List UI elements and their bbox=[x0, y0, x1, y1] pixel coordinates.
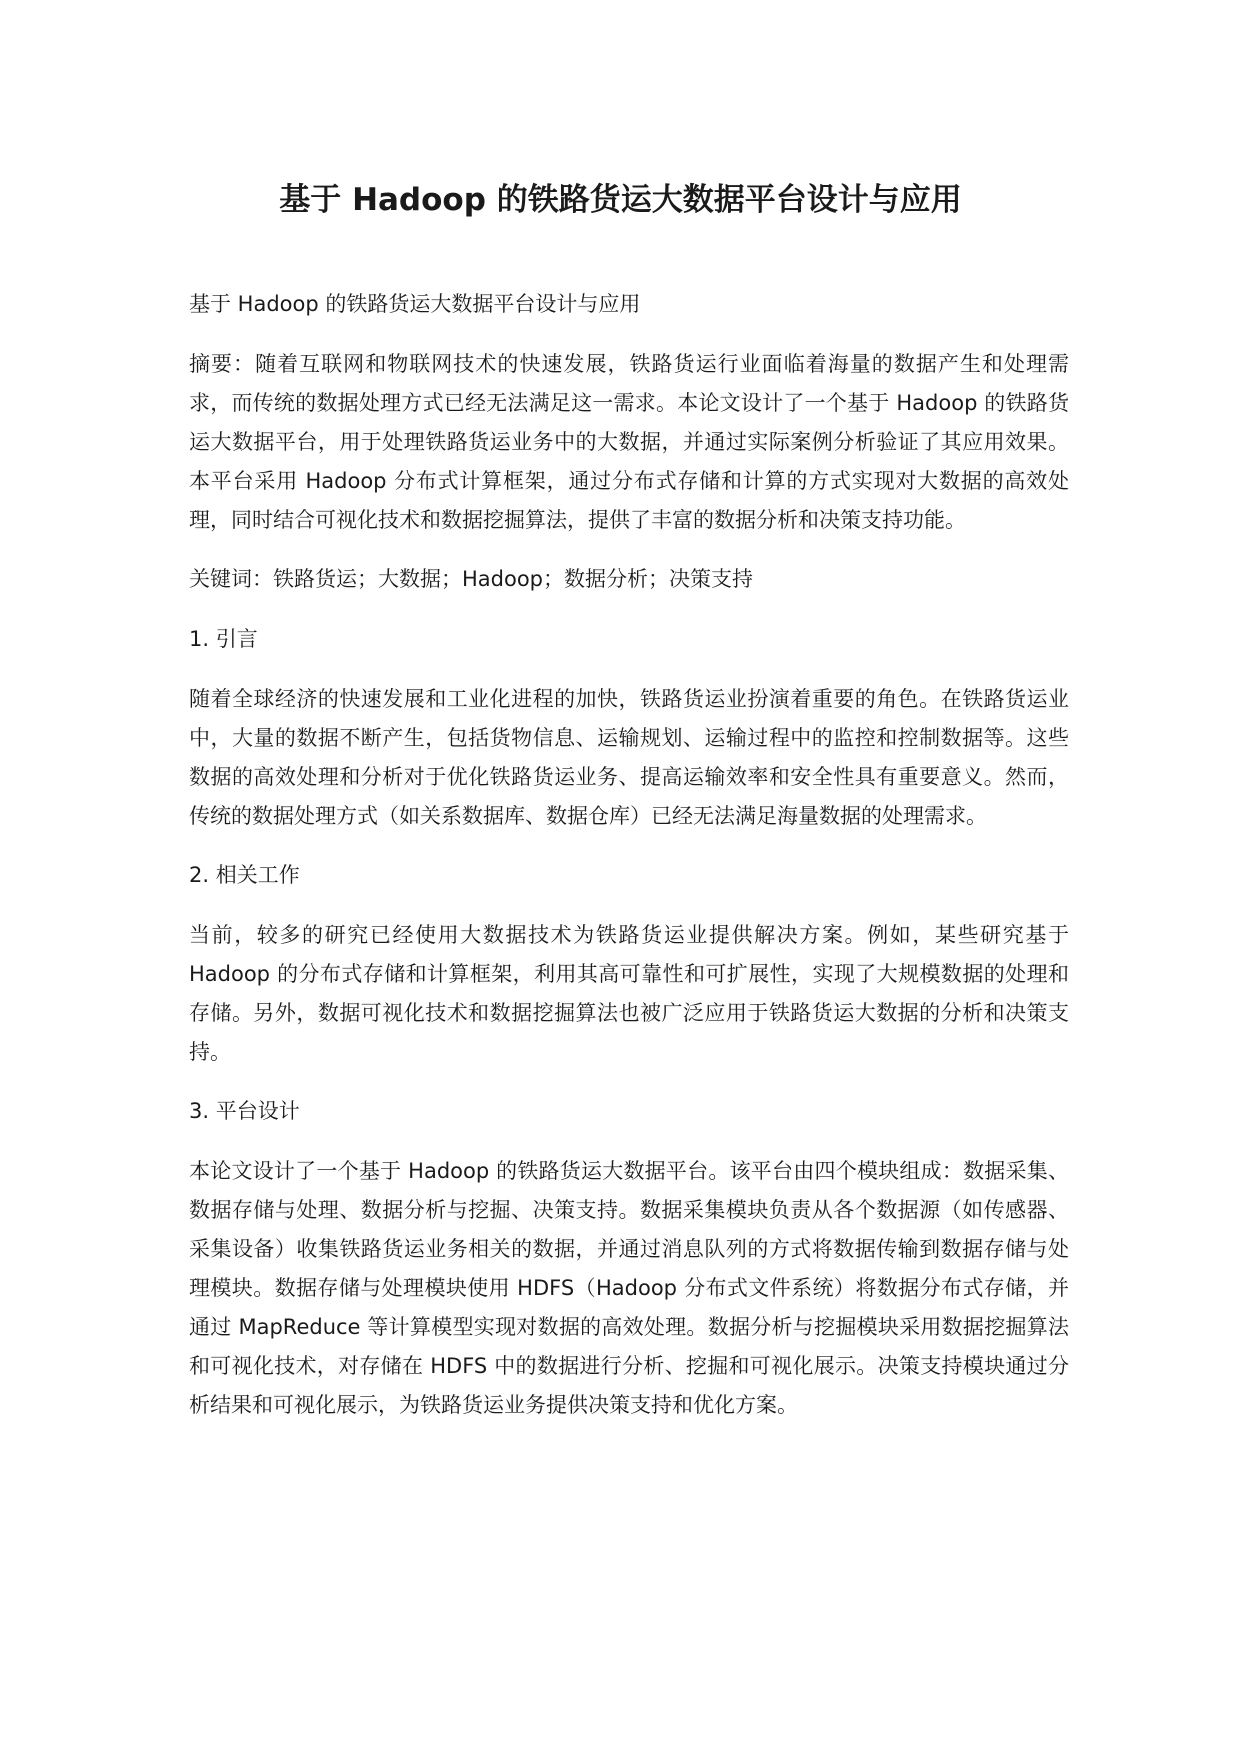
section-body-introduction: 随着全球经济的快速发展和工业化进程的加快，铁路货运业扮演着重要的角色。在铁路货运业中，大量的数据不断产生，包括货物信息、运输规划、运输过程中的监控和控制数据等。这些数据的高效处理和分析对于优化铁路货运业务、提高运输效率和安全性具有重要意义。然而，传统的数据处理方式（如关系数据库、数据仓库）已经无法满足海量数据的处理需求。 bbox=[189, 687, 1069, 828]
document-body bbox=[189, 285, 1069, 1445]
section-heading-related-work: 2. 相关工作 bbox=[189, 863, 300, 887]
section-heading-platform-design: 3. 平台设计 bbox=[189, 1099, 300, 1123]
abstract-paragraph: 摘要：随着互联网和物联网技术的快速发展，铁路货运行业面临着海量的数据产生和处理需求，而传统的数据处理方式已经无法满足这一需求。本论文设计了一个基于 Hadoop 的铁路货运大数据平台，用于处理铁路货运业务中的大数据，并通过实际案例分析验证了其应用效果。本平台采用 Hadoop 分布式计算框架，通过分布式存储和计算的方式实现对大数据的高效处理，同时结合可视化技术和数据挖掘算法，提供了丰富的数据分析和决策支持功能。 bbox=[189, 352, 1069, 532]
document-title: 基于 Hadoop 的铁路货运大数据平台设计与应用 bbox=[279, 182, 962, 218]
keywords-line: 关键词：铁路货运；大数据；Hadoop；数据分析；决策支持 bbox=[189, 567, 754, 591]
section-body-platform-design: 本论文设计了一个基于 Hadoop 的铁路货运大数据平台。该平台由四个模块组成：数据采集、数据存储与处理、数据分析与挖掘、决策支持。数据采集模块负责从各个数据源（如传感器、采集设备）收集铁路货运业务相关的数据，并通过消息队列的方式将数据传输到数据存储与处理模块。数据存储与处理模块使用 HDFS（Hadoop 分布式文件系统）将数据分布式存储，并通过 MapReduce 等计算模型实现对数据的高效处理。数据分析与挖掘模块采用数据挖掘算法和可视化技术，对存储在 HDFS 中的数据进行分析、挖掘和可视化展示。决策支持模块通过分析结果和可视化展示，为铁路货运业务提供决策支持和优化方案。 bbox=[189, 1159, 1069, 1417]
section-heading-introduction: 1. 引言 bbox=[189, 627, 258, 651]
document-subtitle: 基于 Hadoop 的铁路货运大数据平台设计与应用 bbox=[189, 292, 641, 316]
section-body-related-work: 当前，较多的研究已经使用大数据技术为铁路货运业提供解决方案。例如，某些研究基于 Hadoop 的分布式存储和计算框架，利用其高可靠性和可扩展性，实现了大规模数据的处理和存储。另外，数据可视化技术和数据挖掘算法也被广泛应用于铁路货运大数据的分析和决策支持。 bbox=[189, 923, 1069, 1064]
